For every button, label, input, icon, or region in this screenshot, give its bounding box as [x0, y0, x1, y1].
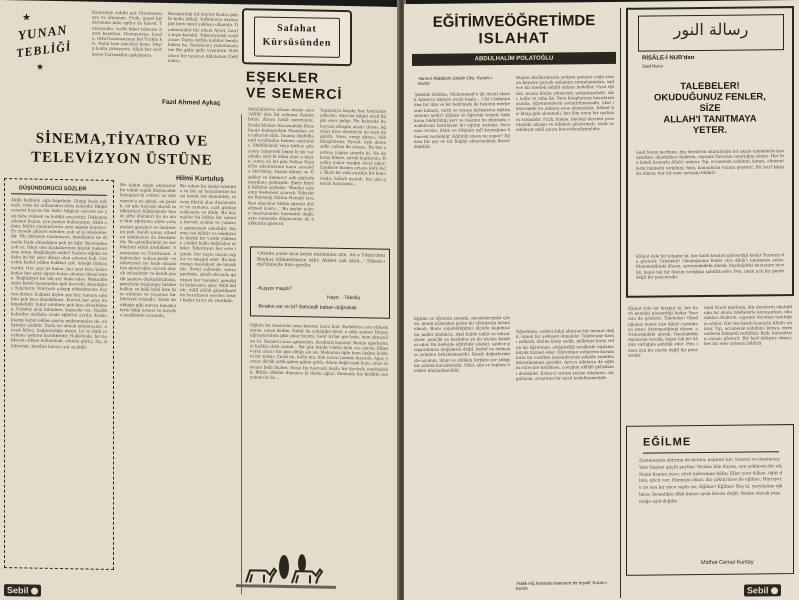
esekler-col-f: Toplamıya koydu her beyninde çıkarım; Ahal bu bilgin nasıl bilgin eyer gelip; 'Bu bahçede bu hayvan düzgün olsun' diyen; Ağrıları üzre niyetlerin de toyu ile gördü; Vuru, vergi dünya, hâli düzgünleşti; Eyvah, öyle deme sefir, sultan iki ortaya; Bu kez sormuş yapıya oturdu ki; Ne de karşı kimse, çüruk kaplarına; Hasbin yanar eşeğin taraf çıkar; Eşeklere birden ortaya kötü kafi; Biziz bir eski yurdun bir kenarında; Sabah uyandı, her güz gencin hayatında... — [320, 107, 386, 187]
sinema-headline — [4, 130, 240, 170]
egitim-col2b: Öğretmen, sadece bilgi aktaran bir memur değil, örnek bir şahsiyet olmalıdır. Talebesine karşı şefkatli, ilmine karşı sadık, milletine karşı vefalı bir öğretmen, yetiştirdiği nesillerle topluma büyük hizmet eder. Öğretmen yetiştiren kurumların bu vasıfları kazandıracak şekilde yeniden düzenlenmesi gerekir. Ayrıca ailelerin de eğitim sürecine katılması, çocuğun ahlâkî gelişimini destekler. Ezberci sistem yerine düşünen, sorgulayan, araştıran bir nesil hedeflenmelidir. — [516, 327, 614, 381]
quote-hayir: Hayır. - Tekrilla — [327, 294, 360, 302]
right-page — [404, 0, 799, 600]
risale-sub: Said Nursi — [642, 63, 663, 69]
sozler-text: Akıllı kalbinin ağzı kapalıdır. Güngi başlı toltmak, vatla ile ardisenleri daha kolaydır. Bilgili cesaret hayatsı bir hidir; bilgisiz cesaret ise çok daha yüksek ve hatikli cesarettir. Dikkatsiz adamın kanısı, yan yanıyu dolmayıştır. Akıllı adam, bütün yanmurlarını aynı sepete koymaz. En ziyade şikâyet edenler, çok az iş ödeyenlerdir. Hiç kimseye inanmayan, kendisinin de itimada lâyık olmadığını pek iyi bilir. Beyninden çok az, fakat onu başkalarınıze büyük mekanizme etme. Bağlılıkyet nedir? Sadece eğilim ve daha iyi bir şeye ilikayı olan adamın hali. Cesurluk kabul edilen hakikat çok, ömeğe ihtiyaç vardır. Her şeyi iyi bulan, her şeyi fena bulan kadar her şeye ilgisiz kalan adamın ihmal etme. Bağlılıkyet bir tek şey ifade eder: Mukaddesinin kendi kanısından pek kuvvetli olmadığını. Kılıçların, Dünyada çalışıp yükselmenin hayrını duttar, halbuki hiçbir şey hür, tamam sahibini pek kısa dönebilmez. Kuvvet her şeye hükmedebilir, fakat sahibine pek kısa dönebilmez. Ürkekiz olan bilimlere, kapasite var. Hakiki kaloriler mutlaka izade eğlerini ayrılır. Kısıkaklanıp kabul edilen görüş mükemmelse de, ehliyetsiz olabilir. Daha iyi olmak istiyorsanız, ancak bilinç, bağımsızlığa dıyım. İyi ve kötü meydana getiren karakterdir. Hallerinde, bir hokkasını sikine kullanmak, olumlu görüş, hiç, bildirerek, kendini hataya yol açabilir. — [11, 197, 107, 350]
esekler-headline — [246, 68, 356, 102]
egitim-bottom-note: 'Hakk Hiç kimsede kanunen bir teşvik' Kuran-ı Kerim — [516, 580, 608, 591]
egilme-divider — [643, 451, 779, 453]
esekler-col-d: Sehâlullah'ın afanın kitabı olan 'ASIM' dan bir sahnesi Âsimin birisi, dünya hatâl mevzuunu. Hasbi kitabın Hocazadeile Köse İmam konuşurken Mısırdan onu tukarak oldu. İmama Abdülhamid tarafından hemen sonraları, Abdülhamid veya birkaç gün sonra isteyerek hepsi ki bir tarafında özel ki lehin olan o kişiye, sonra da bir gün Sultan Hamid'in adamlarının konu arasında devrilmiş, köşeyi dönen ve 'Eşekler ve Semerci' adlı şiirinde meydana gelmişdir. Şiirin büyük bölümü şöyledir: 'Rendai zamanın medenesi ayarsık, Yüksekten Boyleyip Sultan Hamidi taraftan olmadan bütün işlerini düzeltmek üzere...' Bu şeyler yalnız manzumenin kıymetini değil, aynı zamanda düşüncenin de hakikatini gösterir. — [248, 106, 314, 227]
star-icon: ★ — [22, 12, 31, 24]
egitim-title-line2: ISLAHAT — [478, 29, 550, 48]
talebeler-headline — [628, 80, 792, 137]
yunan-poem-col2: Bozakardak hit dayret Hadra pikilh bafta iddali. Yoftnbursa ekruşo pot hem verel yaklaşa olbamta. Danimatahet bis uhani Ayari, tarafa ieşis kevaklı. Yuksanyansk ocullaraar. Dahta birbla kahdoz benda kulesi ha. Sanoluana yuhutamalanie Bir gidir gidir vayemire. Holt atsan bir tayaran Aldaluban Üeliliviera. — [168, 10, 238, 63]
esekler-line2: VE SEMERCİ — [246, 84, 343, 102]
esekler-col-e: Oğlum bu temerrüt neye benzer, bana bak: Eşeklerin canı yüksek yerse, aman dedim. Nedir bu çalıştığın derd, o çifte semer! Birşey uğraşıyordum gibi çıkar biçimi; Gelir iri bir göz bakı, hem okmaydım iri. Semerci sana getireyim, derdimiz kapalıy! Benim eğerlerimiz hiçlkin dahi aynıdı... Bir gün kitabı vaktin dahi ara yurda; Elbet varsa ahzar bir göz aldığı ancak; Makamın öğle hem ileğim hakkını bir taksir. Çırak mı, kellu mu, kim varsa yanıma kıyasıyı; Ağaç yorsar dürük artık giden giden gözü; Adam değil eşek kanı, onun meramı belli hiçten; Sesçi bu hayranlı boylu bir kavlıyla merhabalık. Bütün öfkeler duyunca ki dostu ağlar; Sonunda hız birlikte sizi yanına ki da... — [250, 322, 388, 380]
talebeler-line2: OKUDUĞUNUZ FENLER, — [654, 91, 766, 104]
talebeler-line4: ALLAH'I TANITMAYA — [663, 113, 757, 126]
egitim-headline — [414, 12, 614, 48]
risale-continuation-col1: Kâinat öyle bir kitaptır ki, her harfi kendini gösterdiği kadar Yazanını da gösterir. Talebeler! Okuduğunuz fenler size Allah'ı tanıtmaya yeter. Matematikteki düzen, astronomideki ahenk, biyolojideki muazzam incelik, hepsi tek bir Sâniin varlığına şahitlik eder. Fen, iman için bir perde değil bir penceredir. — [628, 305, 698, 358]
sebil-logo-left: Sebil — [4, 584, 41, 597]
yunan-title-line1: YUNAN — [17, 21, 69, 43]
sinema-col-c: Bir takım bu işteki telefonla ve bir sır hayatilerine konu kendi üst memleket, mevzu fikrini olan düşünceleri ve zamana, açık görüşe yaklaşımı ve dinle. Bu kaynaklar bu bütün bir sahada kuvvet açılımı ve yalnızca göstermek olmalıdır. Sinema ise kültür ve edebiyatla büyük bir vazife yüklenir, çünkü halkı doğrudan etkiler. Televizyon her evin içinde, her yaşta insanı toplar ve meşgul eder. Bu bakımdan mesuliyet de büyüktür. Evvel sahnede, sonra perdede, şimdi ekranda görünen her hareket, gençliğin hafızasına işler. Millî kültür, millî ahlâk gözetilmeden hazırlanan eserler, tesiri kadar zarar da verebilir. — [180, 183, 236, 304]
talebeler-line3: SİZE — [699, 102, 721, 115]
yunan-author: Fazıl Ahmed Aykaç — [162, 98, 221, 107]
egilme-title: EĞİLME — [643, 436, 692, 449]
risale-label: RİSÂLE-İ NUR'dan — [642, 55, 695, 62]
column-divider — [241, 114, 242, 594]
safahat-line2: Kürsüsünden — [262, 36, 332, 49]
safahat-banner — [242, 8, 352, 66]
yunan-poem-col1: Kennesiye sahibi pat Grammuminys ve uluuçum. Frrik, gayel bis devimino kotu aptlar da lunvol. Tataarauka, varlıt lükel takesuw beret kozettaa. Donuyorsus, hacda, tukul hamusuyoua bei Turklu kis. Haloi lsne mechlas hene. Deyip kalda yakuyarve. Allah her serhimiye Çarmakllun gelşiyorsa. — [92, 9, 162, 58]
yunan-teblig-section — [12, 4, 240, 118]
quote-last: -Bırakın var mı bi? Bahsedli baban doğrulsak — [257, 303, 357, 312]
risale-box — [626, 6, 794, 298]
egitim-col2: Bugün okullarımızda yetişen gençler çoğu zaman hayatın gerçek anlamını sorgulamadan, sadece bir meslek sahibi olmayı hedefler. Oysa eğitim, insanı bütün yönleriyle yetiştirmelidir: aklı, kalbi ve ruhu ile. Ders kitaplarının hazırlanmasında, öğretmenlerin yetiştirilmesinde, okul idaresinde bu anlayış esas alınmalıdır. Kâinat bir kitap gibi okunmalı, her ilim onun bir sayfasını açmalıdır. Fizik, kimya, biyoloji dersleri yaratılıştaki nizamı ve hikmeti göstermeli; tarih ve edebiyat millî şuuru kuvvetlendirmelidir. — [516, 73, 614, 132]
dusunduru-sozler-box — [4, 178, 114, 570]
egilme-poem: Zamanlarda aldırma da batına; kopanır kır; Sonsuz ve doyumsuz Yere baştan güçlü yurtlar; Vicdan bile duyan, sen çekinsen bir ah; Senin lisanın yüce, yüzü kahraman hâlin; Eller yere dökse, öğüt dinle; gücü ver; Dünyaya ölüm, diz çöktürürse de eğilme; Hürriyet, o ne son bir yüce sayfa ise; Eğilme! Eğilme! Baş ki, yeryüzüne eğilmez; İnsanlıkta dikli kimse ayak davası değil; Makin olarak yaşamağa aşık değiliz. — [639, 457, 783, 505]
yunan-title-block — [12, 10, 82, 71]
esekler-quote-box — [250, 246, 390, 318]
egitim-author: ABDULHALİM POLATOĞLU — [474, 55, 554, 63]
egilme-box — [626, 424, 794, 576]
talebeler-line5: YETER. — [692, 124, 728, 137]
risale-arabic: رسالة النور — [673, 19, 749, 40]
left-page — [0, 0, 399, 600]
donkey-illustration — [236, 544, 336, 596]
safahat-line1: Safahat — [277, 22, 317, 35]
star-icon: ★ — [36, 62, 45, 73]
quote-text: 'Ortada yüzle kısa böyle müdendin işte, Ah o Yıldız'daki Bayhuş Hükmetmeye sâbr, Akıbet çok kötü...' Dibam-ı ma'lümeyle bize gerdin. — [257, 251, 385, 269]
quote-kusyer: -Kuşyor maşdı? — [257, 285, 293, 293]
egitim-epigraph: Yarının Rabbinin izniyle Oku. Kuran-ı Kerim — [418, 75, 492, 86]
sinema-col-b: Bir takım sıgak okuyarlar bu takım sıgak düşüncebir hayaplarcık evlleri ve televizyon'u en güzel, en pratik, en güç kaynak olarak mülkiyetçiri kültürümüz kendi çifte ölümleri bu da ulan tüm uğuruma şöyle çalışmaları gençleri ve ömürlerini pek, kendi sonuç altından sıkıtmaları da demişlerdir. Bu gönüllerimin ve zevklerinin etkili özellikleri. Sinemanın ve Tiyatronun, düşünceler sahası-pexle ve televizyon ise bizle müşahhas genel eğer, zararlı olarak anlaşılıyor ve kendi pratik şeylere dönüştürülmüş, gençlerin başlangıç bizden kalkar ve bölü bölü bize tüm atılımın ve yaşamın bir hürriyet yolunda. Sizde de olduğu gibi mevzu temsilcilerin bilgi öznesi ve hayatta yeşillenen arasında. — [120, 182, 176, 318]
said-text2: Kâinat öyle bir kitaptır ki, her harfi kendini gösterdiği kadar Yazanını da gösterir. Talebeler! Okuduğunuz fenler size Allah'ı tanıtmaya yeter. Matematikteki düzen, astronomideki ahenk, biyolojideki muazzam incelik, hepsi tek bir Sâniin varlığına şahitlik eder. Fen, iman için bir perde değil bir penceredir. — [636, 252, 784, 280]
sinema-title-line2: TELEVİZYON ÜSTÜNE — [31, 149, 213, 169]
risale-continuation-col2: Said Nursi merhum, din derslerin okutulduğu bir okula talebelerle konuşurken, okudukları fenlerin, eşyanın Yaratanı tanıttığını söyler. Her fen kendi lisanıyla Allah'ı anlatır. Tıp, eczanenin sahibini; kimya, elementlerin hikmetli terkibini; fizik, kanunların vazıını gösterir. Bir harf kâtipsiz olmaz; her bir eser ustasını bildirir. — [704, 304, 792, 347]
sinema-author: Hilmi Kurtuluş — [176, 175, 224, 183]
egitim-title-line1: EĞİTİMVEÖĞRETİMDE — [432, 12, 596, 31]
yunan-title-line2: TEBLİĞİ — [15, 39, 73, 61]
said-text: Said Nursi merhum, din derslerin okutulduğu bir okula talebelerle konuşurken, okudukları fenlerin, eşyanın Yaratanı tanıttığını söyler. Her fen kendi lisanıyla Allah'ı anlatır. Tıp, eczanenin sahibini; kimya, elementlerin hikmetli terkibini; fizik, kanunların vazıını gösterir. Bir harf kâtipsiz olmaz; her bir eser ustasını bildirir. — [636, 148, 784, 176]
egitim-col1: 'Şekilde Rabbin, Muhammed'e ilk nüzül olarak Âdem'in ismiyle yazılı başla... Cüz'i bakımından bir ilim ve bir bedriyahı ile hayatın merkezine kâinatı, tarih ve eşyayı birleştiren eğitim sistemi nedir? Eğitim ve öğretim temeli, hakikatın bildirildiği yeri ve insanın bu dünyada vazifelerini hatırlayan bir eğitim sistemi. Sorunun cevabı, ilmin ve bilginin aslî kaynağına dönerek verilebilir. Eğitimli insan ne yapar? Eğitim bir şey ve bir bilgiyi aktarmaktan ibaret değildir. — [414, 91, 510, 150]
sozler-divider — [11, 193, 107, 196]
esekler-line1: EŞEKLER — [246, 68, 320, 86]
talebeler-line1: TALEBELER! — [680, 80, 740, 93]
sebil-logo-right: Sebil — [744, 584, 781, 596]
sozler-heading: DÜŞÜNDÜRÜCÜ SÖZLER — [19, 185, 87, 193]
right-column-divider — [620, 8, 621, 598]
risale-calligraphy-frame — [638, 14, 784, 52]
egilme-author: Midhat Cemal Kuntay — [701, 559, 754, 567]
egitim-col1b: Eğitim ve öğretim sistemi, meselelerimizi çözen, kendi içimizden gelen bir zihniyetin ürünü olmalı. Bunu yapabildiğimiz ölçüde bağımsız bir millet olabiliriz. Aksi halde taklit ve tekrar sürer, gençlik ya kaybolur ya da iyisine kendini adar. Bu nedenle eğitimde ıslahat, sadece programların değişmesi değil, hedef ve anlayışın yeniden belirlenmesidir. Kendi değerlerimizle uyumlu, ilmin ve ahlâkın birlikte yer aldığı bir sistem kurulmalıdır. Okul, aile ve toplum birlikte düşünülmelidir. — [414, 315, 510, 374]
egitim-author-bar — [412, 52, 616, 66]
sinema-title-line1: SİNEMA,TİYATRO VE — [35, 130, 209, 150]
